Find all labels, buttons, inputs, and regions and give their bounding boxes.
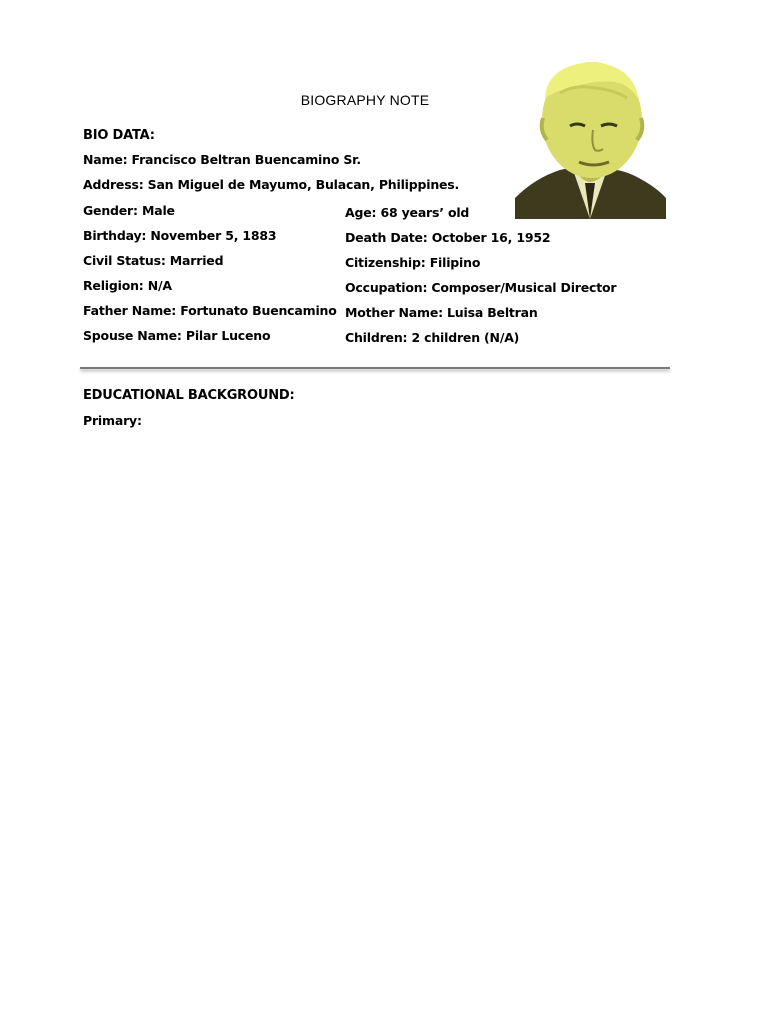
section-divider bbox=[80, 367, 670, 369]
death-date-field: Death Date: October 16, 1952 bbox=[345, 230, 551, 245]
mother-name-field: Mother Name: Luisa Beltran bbox=[345, 305, 538, 320]
gender-field: Gender: Male bbox=[83, 203, 175, 218]
education-heading: EDUCATIONAL BACKGROUND: bbox=[83, 388, 295, 403]
father-name-field: Father Name: Fortunato Buencamino bbox=[83, 303, 337, 318]
portrait-icon bbox=[515, 58, 666, 219]
portrait-photo bbox=[515, 58, 666, 219]
spouse-name-field: Spouse Name: Pilar Luceno bbox=[83, 328, 271, 343]
citizenship-field: Citizenship: Filipino bbox=[345, 255, 481, 270]
occupation-field: Occupation: Composer/Musical Director bbox=[345, 280, 617, 295]
name-field: Name: Francisco Beltran Buencamino Sr. bbox=[83, 152, 361, 167]
religion-field: Religion: N/A bbox=[83, 278, 172, 293]
address-field: Address: San Miguel de Mayumo, Bulacan, Philippines. bbox=[83, 177, 460, 192]
bio-data-heading: BIO DATA: bbox=[83, 128, 155, 143]
primary-label: Primary: bbox=[83, 413, 142, 428]
age-field: Age: 68 years’ old bbox=[345, 205, 470, 220]
children-field: Children: 2 children (N/A) bbox=[345, 330, 520, 345]
document-title: BIOGRAPHY NOTE bbox=[300, 92, 430, 108]
birthday-field: Birthday: November 5, 1883 bbox=[83, 228, 277, 243]
civil-status-field: Civil Status: Married bbox=[83, 253, 224, 268]
